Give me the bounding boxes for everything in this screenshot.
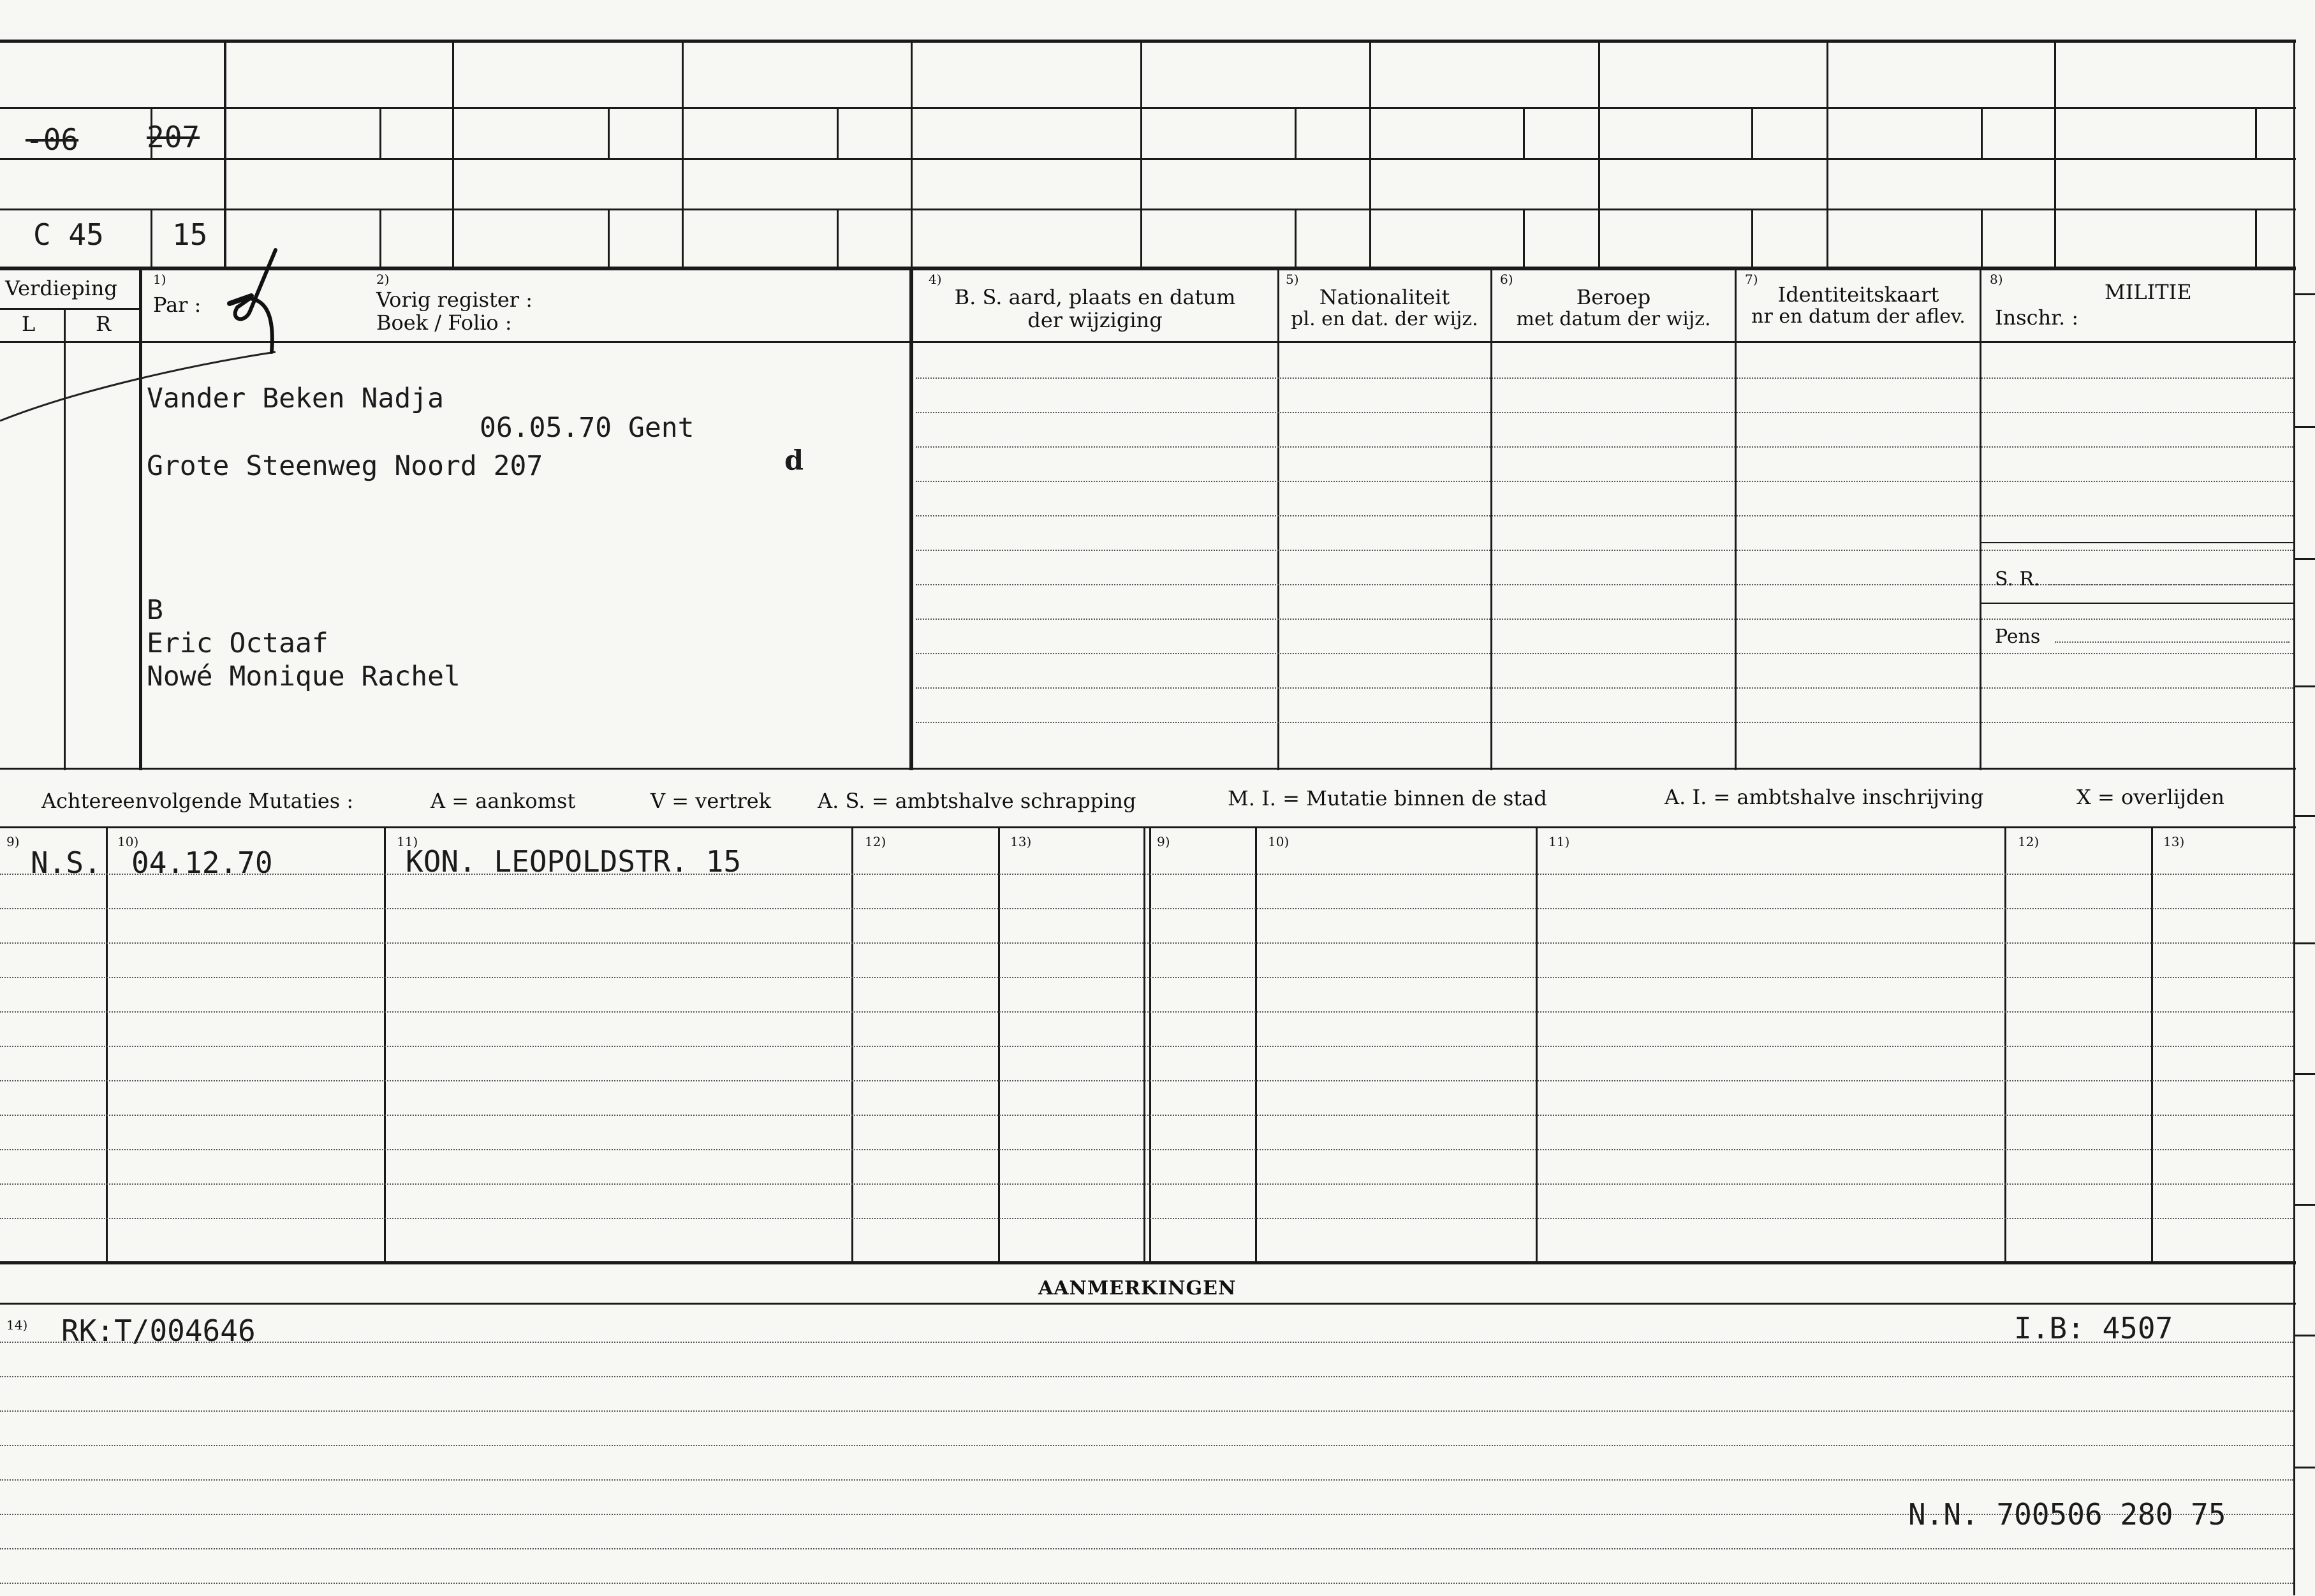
legend-title: Achtereenvolgende Mutaties :: [41, 789, 354, 813]
remarks-rk: RK:T/004646: [61, 1314, 256, 1348]
vline-short-e2: [1295, 209, 1297, 268]
mutation-date: 04.12.70: [131, 846, 273, 880]
vline-beroep-left: [1490, 268, 1492, 770]
header-par-num: 1): [153, 272, 166, 287]
header-verdieping: Verdieping: [5, 276, 117, 300]
vline-mut-10-11: [384, 826, 386, 1264]
header-vorig-line2: Boek / Folio :: [376, 311, 512, 335]
mutation-address: KON. LEOPOLDSTR. 15: [406, 844, 742, 879]
rule-verdieping-split: [0, 308, 139, 310]
ruled-line: [0, 1410, 2293, 1412]
ruled-line: [0, 1183, 2293, 1185]
ruled-line: [0, 1479, 2293, 1481]
margin-tick: [2295, 1204, 2315, 1206]
vline-short-d2: [837, 209, 839, 268]
header-vorig-num: 2): [376, 272, 390, 287]
legend-mi: M. I. = Mutatie binnen de stad: [1228, 786, 1547, 810]
legend-as: A. S. = ambtshalve schrapping: [818, 789, 1136, 813]
vline-bs-left: [909, 268, 913, 770]
person-name: Vander Beken Nadja: [147, 383, 444, 414]
header-beroep-line1: Beroep: [1576, 285, 1651, 309]
ruled-line: [0, 1548, 2293, 1549]
rule-header-lower: [0, 158, 2296, 160]
header-nat-line1: Nationaliteit: [1319, 285, 1450, 309]
vline-mut-12-13: [998, 826, 1000, 1264]
ruled-line: [0, 977, 2293, 978]
header-nat-num: 5): [1286, 272, 1299, 287]
rule-right-edge: [2293, 40, 2295, 1595]
margin-tick: [2295, 685, 2315, 687]
person-b: B: [147, 594, 163, 626]
ruled-line: [916, 446, 2293, 448]
vline-mut-9-10: [106, 826, 108, 1264]
header-bs-line2: der wijziging: [1027, 308, 1163, 332]
ruled-line: [916, 653, 2293, 654]
ruled-line: [916, 619, 2293, 620]
old-code-right: 207: [147, 120, 200, 154]
ruled-line: [916, 377, 2293, 379]
vline-nat-left: [1277, 268, 1279, 770]
person-mother: Nowé Monique Rachel: [147, 661, 460, 692]
vline-mut-11-12-right: [2004, 826, 2006, 1264]
vline-verdieping-lr: [64, 308, 66, 770]
vline-short-i2: [2255, 209, 2257, 268]
vline-short-b2: [379, 209, 381, 268]
vline-short-h2: [1981, 209, 1983, 268]
ruled-line: [916, 722, 2293, 723]
margin-tick: [2295, 293, 2315, 295]
margin-tick: [2295, 426, 2315, 428]
vline-short-e1: [1295, 107, 1297, 159]
ruled-line: [2048, 584, 2289, 585]
ruled-line: [916, 412, 2293, 413]
margin-tick: [2295, 942, 2315, 944]
vline-top-7: [1598, 40, 1600, 269]
header-id-line2: nr en datum der aflev.: [1751, 305, 1966, 328]
rule-militie-pens: [1981, 603, 2295, 604]
header-bs-line1: B. S. aard, plaats en datum: [954, 285, 1236, 309]
vline-top-8: [1826, 40, 1828, 269]
mutation-type: N.S.: [31, 846, 101, 880]
legend-a: A = aankomst: [430, 789, 576, 813]
mutation-col-num: 10): [1268, 834, 1290, 849]
rule-legend-top: [0, 768, 2296, 770]
legend-x: X = overlijden: [2076, 785, 2224, 809]
vline-mut-mid-a: [1143, 826, 1145, 1264]
ruled-line: [0, 1342, 2293, 1343]
mutation-col-num: 10): [117, 834, 139, 849]
ruled-line: [0, 1080, 2293, 1081]
rule-header-bottom: [0, 209, 2296, 210]
header-militie-inschr: Inschr. :: [1995, 305, 2079, 330]
rule-section-top: [0, 267, 2296, 270]
vline-mut-10-11-right: [1536, 826, 1538, 1264]
rule-top: [0, 40, 2296, 43]
vline-short-d1: [837, 107, 839, 159]
vline-mut-9-10-right: [1255, 826, 1257, 1264]
header-bs-num: 4): [929, 272, 942, 287]
vline-short-f2: [1523, 209, 1525, 268]
header-r: R: [96, 312, 112, 336]
mutation-col-num: 12): [865, 834, 886, 849]
vline-short-c1: [608, 107, 610, 159]
ruled-line: [0, 908, 2293, 909]
header-beroep-line2: met datum der wijz.: [1516, 308, 1711, 330]
header-beroep-num: 6): [1500, 272, 1513, 287]
rule-header-mid: [0, 107, 2296, 109]
header-par: Par :: [153, 293, 202, 317]
vline-short-h1: [1981, 107, 1983, 159]
ruled-line: [916, 550, 2293, 551]
ruled-line: [0, 1445, 2293, 1446]
legend-ai: A. I. = ambtshalve inschrijving: [1665, 785, 1984, 809]
ruled-line: [0, 874, 2293, 875]
legend-v: V = vertrek: [650, 789, 772, 813]
vline-id-left: [1735, 268, 1737, 770]
person-sex: d: [784, 445, 804, 477]
vline-short-b1: [379, 107, 381, 159]
header-nat-line2: pl. en dat. der wijz.: [1291, 308, 1478, 330]
vline-mut-11-12: [851, 826, 853, 1264]
ruled-line: [0, 1011, 2293, 1013]
rule-mutations-bottom: [0, 1261, 2296, 1264]
militie-pens-label: Pens: [1995, 626, 2041, 648]
code-left: C 45: [33, 217, 104, 252]
header-vorig-line1: Vorig register :: [376, 288, 533, 312]
vline-mut-12-13-right: [2151, 826, 2153, 1264]
vline-top-3: [682, 40, 684, 269]
ruled-line: [0, 1115, 2293, 1116]
header-militie-title: MILITIE: [2105, 280, 2192, 304]
person-birth: 06.05.70 Gent: [480, 412, 694, 444]
vline-militie-left: [1980, 268, 1981, 770]
vline-short-f1: [1523, 107, 1525, 159]
mutation-col-num: 12): [2018, 834, 2039, 849]
vline-short-a2: [151, 209, 152, 268]
margin-tick: [2295, 815, 2315, 817]
rule-militie-sr: [1981, 542, 2295, 543]
ruled-line: [916, 481, 2293, 482]
remarks-ib: I.B: 4507: [2014, 1311, 2173, 1345]
margin-tick: [2295, 1467, 2315, 1468]
rule-remarks-title: [0, 1303, 2296, 1305]
margin-tick: [2295, 1073, 2315, 1075]
mutation-col-num: 9): [1157, 834, 1170, 849]
vline-short-i1: [2255, 107, 2257, 159]
rule-legend-bottom: [0, 826, 2296, 828]
vline-top-1: [224, 40, 226, 269]
mutation-col-num: 9): [6, 834, 20, 849]
vline-top-4: [911, 40, 913, 269]
vline-top-9: [2054, 40, 2056, 269]
rule-column-headers: [0, 341, 2296, 343]
header-id-line1: Identiteitskaart: [1777, 282, 1939, 307]
mutation-col-num: 11): [1548, 834, 1570, 849]
ruled-line: [0, 1583, 2293, 1584]
vline-mut-mid-b: [1149, 826, 1151, 1264]
vline-short-g2: [1751, 209, 1753, 268]
vline-par-left: [139, 268, 142, 770]
person-father: Eric Octaaf: [147, 627, 328, 659]
person-address: Grote Steenweg Noord 207: [147, 450, 543, 482]
vline-top-6: [1369, 40, 1371, 269]
margin-tick: [2295, 558, 2315, 560]
vline-top-2: [452, 40, 454, 269]
ruled-line: [0, 1376, 2293, 1377]
ruled-line: [2055, 641, 2289, 643]
header-id-num: 7): [1745, 272, 1758, 287]
ruled-line: [0, 942, 2293, 944]
ruled-line: [916, 515, 2293, 516]
vline-short-g1: [1751, 107, 1753, 159]
mutation-col-num: 13): [1010, 834, 1032, 849]
ruled-line: [0, 1218, 2293, 1219]
mutation-col-num: 11): [397, 834, 418, 849]
remarks-num: 14): [6, 1317, 28, 1333]
mutation-col-num: 13): [2163, 834, 2185, 849]
remarks-title: AANMERKINGEN: [1038, 1277, 1237, 1299]
ruled-line: [0, 1046, 2293, 1047]
old-code-left: -06: [26, 122, 79, 157]
vline-short-c2: [608, 209, 610, 268]
vline-top-5: [1140, 40, 1142, 269]
ruled-line: [0, 1149, 2293, 1150]
code-right: 15: [172, 217, 208, 252]
margin-tick: [2295, 1335, 2315, 1336]
header-l: L: [22, 312, 36, 336]
ruled-line: [916, 687, 2293, 689]
militie-sr-label: S. R.: [1995, 568, 2040, 590]
remarks-nn: N.N. 700506 280 75: [1908, 1497, 2226, 1532]
header-militie-num: 8): [1990, 272, 2003, 287]
